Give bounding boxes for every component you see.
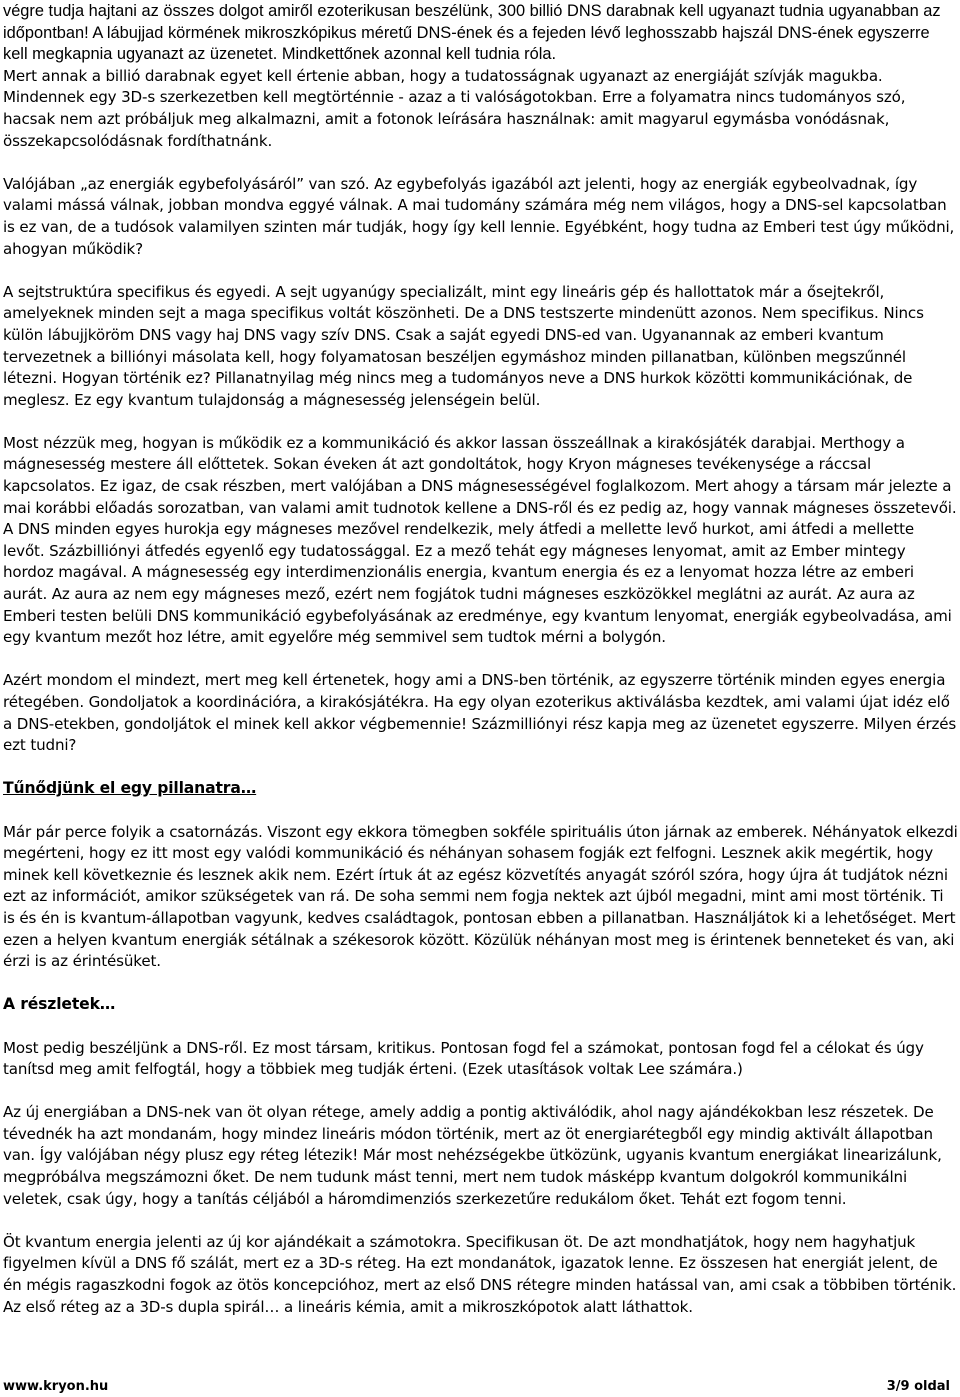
section-heading: A részletek… bbox=[3, 995, 116, 1014]
section-heading: Tűnődjünk el egy pillanatra… bbox=[3, 779, 257, 798]
paragraph-gap bbox=[3, 649, 958, 671]
paragraph-gap bbox=[3, 800, 958, 822]
paragraph: Öt kvantum energia jelenti az új kor ajándékait a számotokra. Specifikusan öt. De azt mondhatjátok, hogy nem hagyhatjuk figyelmen kívül a DNS fő szálát, mert ez a 3D-s réteg. Ha ezt mondanátok, igazatok lenne. Ez összesen hat energiát jelent, de én mégis ragaszkodni fogok az ötös koncepcióhoz, mert az első DNS rétegre minden hatással van, ami csak a többiben történik. Az első réteg az a 3D-s dupla spirál… a lineáris kémia, amit a mikroszkópotok alatt láthattok. bbox=[3, 1232, 957, 1316]
paragraph: Valójában „az energiák egybefolyásáról” van szó. Az egybefolyás igazából azt jelenti, hogy az energiák egybeolvadnak, így valami mássá válnak, jobban mondva eggyé válnak. A mai tudomány számára még nem világos, hogy a DNS-sel kapcsolatban is ez van, de a tudósok valamilyen szinten már tudják, hogy így kell lennie. Egyébként, hogy tudna az Emberi test úgy működni, ahogyan működik? bbox=[3, 174, 955, 258]
paragraph: A sejtstruktúra specifikus és egyedi. A sejt ugyanúgy specializált, mint egy lineáris gép és hallottatok már a ősejtekről, amelyeknek minden sejt a maga specifikus voltát köszönheti. De a DNS testszerte mindenütt azonos. Nem specifikus. Nincs külön lábujjköröm DNS vagy haj DNS vagy szív DNS. Csak a saját egyedi DNS-ed van. Ugyanannak az emberi kvantum tervezetnek a billiónyi másolata kell, hogy folyamatosan beszéljen egymáshoz minden pillanatban, különben megszűnnél létezni. Hogyan történik ez? Pillanatnyilag még nincs meg a tudományos neve a DNS hurkok közötti kommunikációnak, de meglesz. Ez egy kvantum tulajdonság a mágnesesség jelenségein belül. bbox=[3, 282, 924, 409]
paragraph: Az új energiában a DNS-nek van öt olyan rétege, amely addig a pontig aktiválódik, ahol nagy ajándékokban lesz részetek. De tévednék ha azt mondanám, hogy mindez lineáris módon történik, mert az öt energiarétegből egy mindig aktivált állapotban van. Így valójában négy plusz egy réteg létezik! Már most nehézségekbe ütközünk, ugyanis kvantum energiákat linearizálunk, megpróbálva megszámozni őket. De nem tudunk mást tenni, mert nem tudok másképp kvantum dolgokról kommunikálni veletek, csak úgy, hogy a tanítás céljából a háromdimenziós szerkezetűre redukálom őket. Tehát ezt fogom tenni. bbox=[3, 1103, 942, 1208]
paragraph: végre tudja hajtani az összes dolgot amiről ezoterikusan beszélünk, 300 billió DNS darabnak kell ugyanazt tudnia ugyanabban az időpontban! A lábujjad körmének mikroszkópikus méretű DNS-ének és a fejeden lévő leghosszabb hajszál DNS-ének egyszerre kell megkapnia ugyanazt az üzenetet. Mindkettőnek azonnal kell tudnia róla. bbox=[3, 2, 941, 64]
footer-url: www.kryon.hu bbox=[3, 1378, 109, 1394]
paragraph: Már pár perce folyik a csatornázás. Viszont egy ekkora tömegben sokféle spirituális úton járnak az emberek. Néhányatok elkezdi megérteni, hogy ez itt most egy valódi kommunikáció és néhányan sohasem fogják ezt felfogni. Lesznek akik megértik, hogy minek kell következnie és lesznek akik nem. Ezért írtuk át az egész közvetítés anyagát szóról szóra, hogy újra át tudjátok nézni ezt az információt, amikor szükségetek van rá. De soha semmi nem fogja nektek azt újból megadni, mint ami most történik. Ti is és én is kvantum-állapotban vagyunk, kedves családtagok, pontosan ebben a pillanatban. Használjátok ki a lehetőséget. Mert ezen a helyen kvantum energiák sétálnak a székesorok között. Közülük néhányan most meg is érintenek benneteket és van, aki érzi is az érintésüket. bbox=[3, 822, 958, 971]
paragraph-gap bbox=[3, 973, 958, 995]
page-number: 3/9 oldal bbox=[886, 1378, 950, 1394]
paragraph: Most pedig beszéljünk a DNS-ről. Ez most társam, kritikus. Pontosan fogd fel a számokat, pontosan fogd fel a célokat és úgy tanítsd meg amit felfogtál, hogy a többiek meg tudják érteni. (Ezek utasítások voltak Lee számára.) bbox=[3, 1038, 924, 1079]
paragraph-gap bbox=[3, 411, 958, 433]
paragraph-gap bbox=[3, 1081, 958, 1103]
document-body bbox=[3, 1, 958, 1318]
paragraph: Most nézzük meg, hogyan is működik ez a kommunikáció és akkor lassan összeállnak a kirakósjáték darabjai. Merthogy a mágnesesség mestere áll előttetek. Sokan éveken át azt gondoltátok, hogy Kryon mágneses tevékenysége a ráccsal kapcsolatos. Ez igaz, de csak részben, mert valójában a DNS mágnesességével foglalkozom. Mert ahogy a társam már jelezte a mai korábbi előadás sorozatban, van valami amit tudnotok kellene a DNS-ről és ez pedig az, hogy vannak mágneses összetevői. A DNS minden egyes hurokja egy mágneses mezővel rendelkezik, mely átfedi a mellette levő hurkot, ami átfedi a mellette levőt. Százbilliónyi átfedés egyenlő egy tudatossággal. Ez a mező tehát egy mágneses lenyomat, amit az Ember mintegy hordoz magával. A mágnesesség egy interdimenzionális energia, kvantum energia és ez a lenyomat hozza létre az emberi aurát. Az aura az nem egy mágneses mező, ezért nem fogjátok tudni mágneses eszközökkel meglátni az aurát. Az aura az Emberi testen belüli DNS kommunikáció egybefolyásának az eredménye, egy kvantum lenyomat, energiák egybeolvadása, ami egy kvantum mezőt hoz létre, amit egyelőre még semmivel sem tudtok mérni a bolygón. bbox=[3, 433, 957, 647]
paragraph: Azért mondom el mindezt, mert meg kell értenetek, hogy ami a DNS-ben történik, az egyszerre történik minden egyes energia rétegében. Gondoljatok a koordinációra, a kirakósjátékra. Ha egy olyan ezoterikus aktiválásba kezdtek, ami valami újat idéz elő a DNS-etekben, gondoljátok el minek kell akkor végbemennie! Százmilliónyi rész kapja meg az üzenetet egyszerre. Milyen érzés ezt tudni? bbox=[3, 671, 957, 755]
paragraph-gap bbox=[3, 1016, 958, 1038]
paragraph-gap bbox=[3, 1210, 958, 1232]
paragraph: Mert annak a billió darabnak egyet kell értenie abban, hogy a tudatosságnak ugyanazt az energiáját szívják magukba. Mindennek egy 3D-s szerkezetben kell megtörténnie - azaz a ti valóságotokban. Erre a folyamatra nincs tudományos szó, hacsak nem azt próbáljuk meg alkalmazni, amit a fotonok leírására használnak: amit magyarul egymásba vonódásnak, összekapcsolódásnak fordíthatnánk. bbox=[3, 66, 906, 150]
page-footer bbox=[3, 1378, 950, 1394]
paragraph-gap bbox=[3, 260, 958, 282]
paragraph-gap bbox=[3, 152, 958, 174]
paragraph-gap bbox=[3, 757, 958, 779]
